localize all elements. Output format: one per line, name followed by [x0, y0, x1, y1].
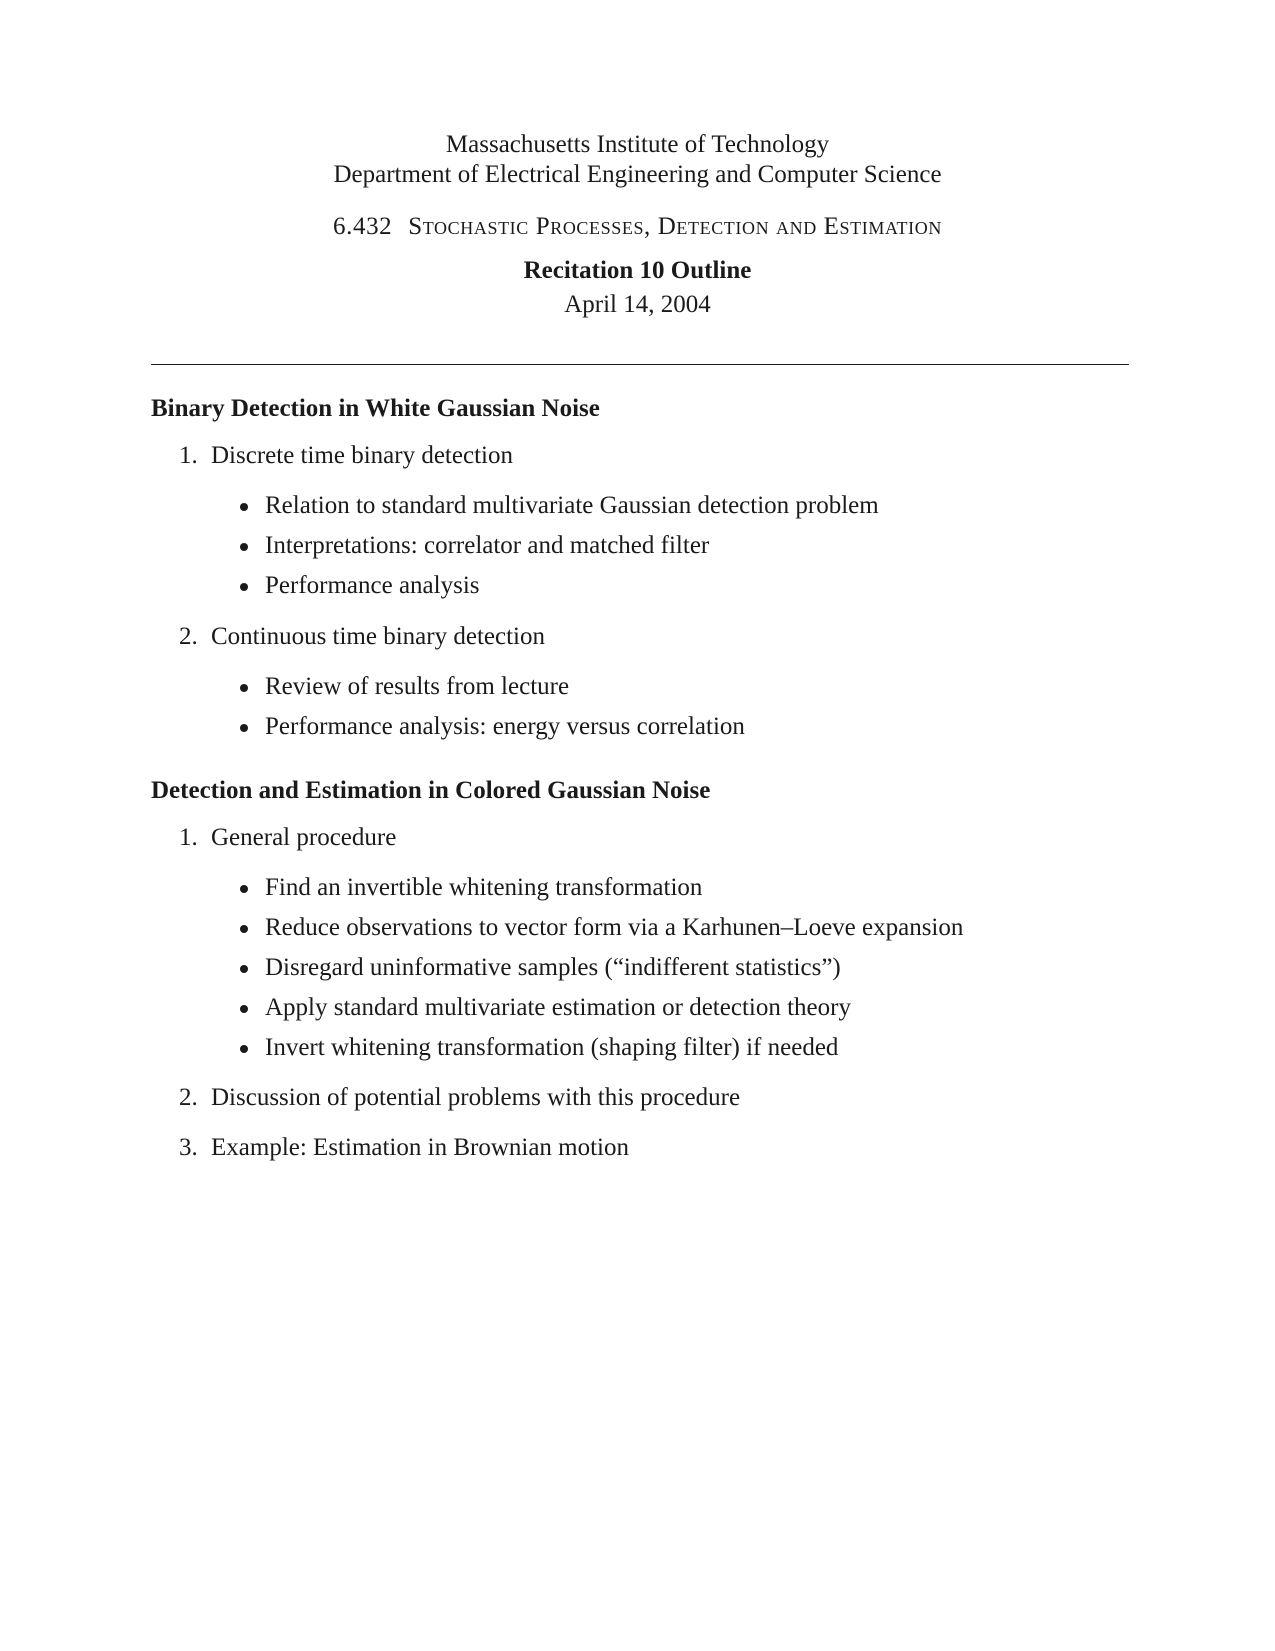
bullet-text: Relation to standard multivariate Gaussian detection problem [265, 492, 879, 519]
list-marker: 2. [179, 1084, 198, 1111]
list-marker: 3. [179, 1134, 198, 1161]
list-item-text: Discussion of potential problems with this procedure [211, 1084, 741, 1111]
course-name: Stochastic Processes, Detection and Estimation [408, 213, 942, 240]
bullet-text: Interpretations: correlator and matched filter [265, 532, 710, 559]
bullet-icon [240, 724, 248, 732]
section-title: Detection and Estimation in Colored Gaussian Noise [151, 777, 711, 804]
department-name: Department of Electrical Engineering and Computer Science [333, 161, 942, 188]
bullet-text: Performance analysis [265, 572, 480, 599]
list-item-text: Example: Estimation in Brownian motion [211, 1134, 630, 1161]
bullet-icon [240, 925, 248, 933]
bullet-icon [240, 583, 248, 591]
document-date: April 14, 2004 [564, 291, 711, 318]
bullet-text: Performance analysis: energy versus correlation [265, 713, 745, 740]
list-marker: 2. [179, 623, 198, 650]
list-marker: 1. [179, 442, 198, 469]
bullet-text: Find an invertible whitening transformation [265, 874, 703, 901]
list-item-text: Continuous time binary detection [211, 623, 545, 650]
bullet-icon [240, 885, 248, 893]
bullet-icon [240, 543, 248, 551]
bullet-text: Invert whitening transformation (shaping filter) if needed [265, 1034, 839, 1061]
list-item-text: General procedure [211, 824, 397, 851]
bullet-icon [240, 1005, 248, 1013]
bullet-icon [240, 1045, 248, 1053]
bullet-icon [240, 503, 248, 511]
document-title: Recitation 10 Outline [523, 257, 752, 284]
course-heading [0, 212, 1275, 242]
section-title: Binary Detection in White Gaussian Noise [151, 395, 600, 422]
list-item-text: Discrete time binary detection [211, 442, 513, 469]
horizontal-rule [151, 364, 1129, 365]
bullet-icon [240, 684, 248, 692]
course-number: 6.432 [333, 213, 393, 240]
bullet-text: Disregard uninformative samples (“indifferent statistics”) [265, 954, 841, 981]
bullet-text: Apply standard multivariate estimation or detection theory [265, 994, 851, 1021]
bullet-text: Reduce observations to vector form via a Karhunen–Loeve expansion [265, 914, 964, 941]
bullet-text: Review of results from lecture [265, 673, 570, 700]
institution-name: Massachusetts Institute of Technology [445, 131, 830, 158]
bullet-icon [240, 965, 248, 973]
list-marker: 1. [179, 824, 198, 851]
